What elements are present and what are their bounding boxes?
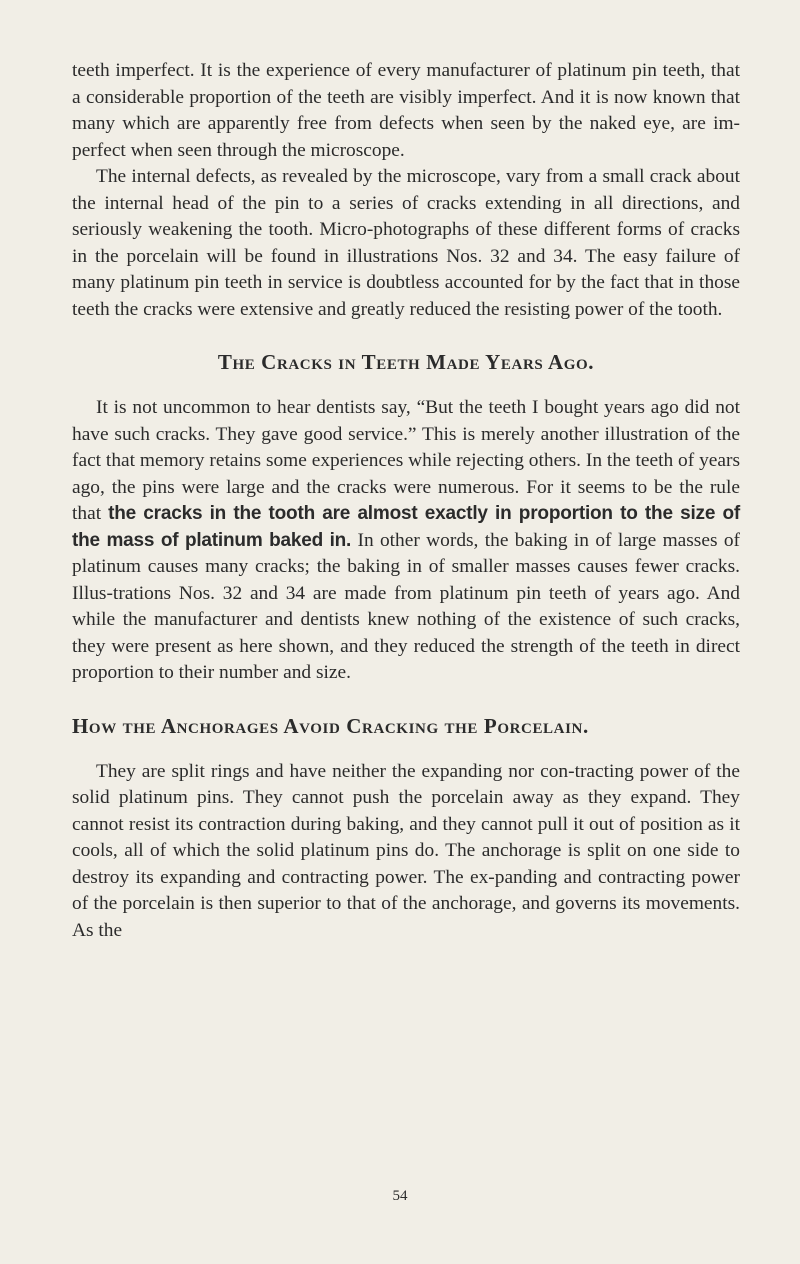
page-number: 54 (392, 1188, 408, 1204)
paragraph-continuation: teeth imperfect. It is the experience of every manufacturer of platinum pin teeth, that a considerable proportion of the teeth are visibly imperfect. And it is now known that many which are apparently free from defects when seen by the naked eye, are im-perfect when seen through the microscope. (72, 60, 740, 161)
paragraph-text-after-emphasis: In other words, the baking in of large masses of platinum causes many cracks; the baking in of smaller masses causes fewer cracks. Illus-trations Nos. 32 and 34 are made from platinum pin teeth of years ago. And while the manufacturer and dentists knew nothing of the existence of such cracks, they were present as here shown, and they reduced the strength of the teeth in direct proportion to their number and size. (72, 529, 740, 683)
section-heading-cracks-years-ago: The Cracks in Teeth Made Years Ago. (217, 350, 595, 374)
paragraph-dentists-say (72, 395, 740, 687)
paragraph-split-rings: They are split rings and have neither the expanding nor con-tracting power of the solid platinum pins. They cannot push the porcelain away as they expand. They cannot resist its contraction during baking, and they cannot pull it out of position as it cools, all of which the solid platinum pins do. The anchorage is split on one side to destroy its expanding and contracting power. The ex-panding and contracting power of the porcelain is then superior to that of the anchorage, and governs its movements. As the (72, 760, 740, 941)
emphasized-statement: the cracks in the tooth are almost exactly in proportion to the size of the mass of platinum baked in. (72, 503, 740, 551)
paragraph-text-before-emphasis: It is not uncommon to hear dentists say, “But the teeth I bought years ago did not have such cracks. They gave good service.” This is merely another illustration of the fact that memory retains some experiences while rejecting others. In the teeth of years ago, the pins were large and the cracks were numerous. For it seems to be the rule that (72, 397, 740, 524)
section-heading-anchorages: How the Anchorages Avoid Cracking the Porcelain. (72, 713, 589, 738)
paragraph-internal-defects: The internal defects, as revealed by the microscope, vary from a small crack about the internal head of the pin to a series of cracks extending in all directions, and seriously weakening the tooth. Micro-photographs of these different forms of cracks in the porcelain will be found in illustrations Nos. 32 and 34. The easy failure of many platinum pin teeth in service is doubtless accounted for by the fact that in those teeth the cracks were extensive and greatly reduced the resisting power of the tooth. (72, 166, 740, 320)
